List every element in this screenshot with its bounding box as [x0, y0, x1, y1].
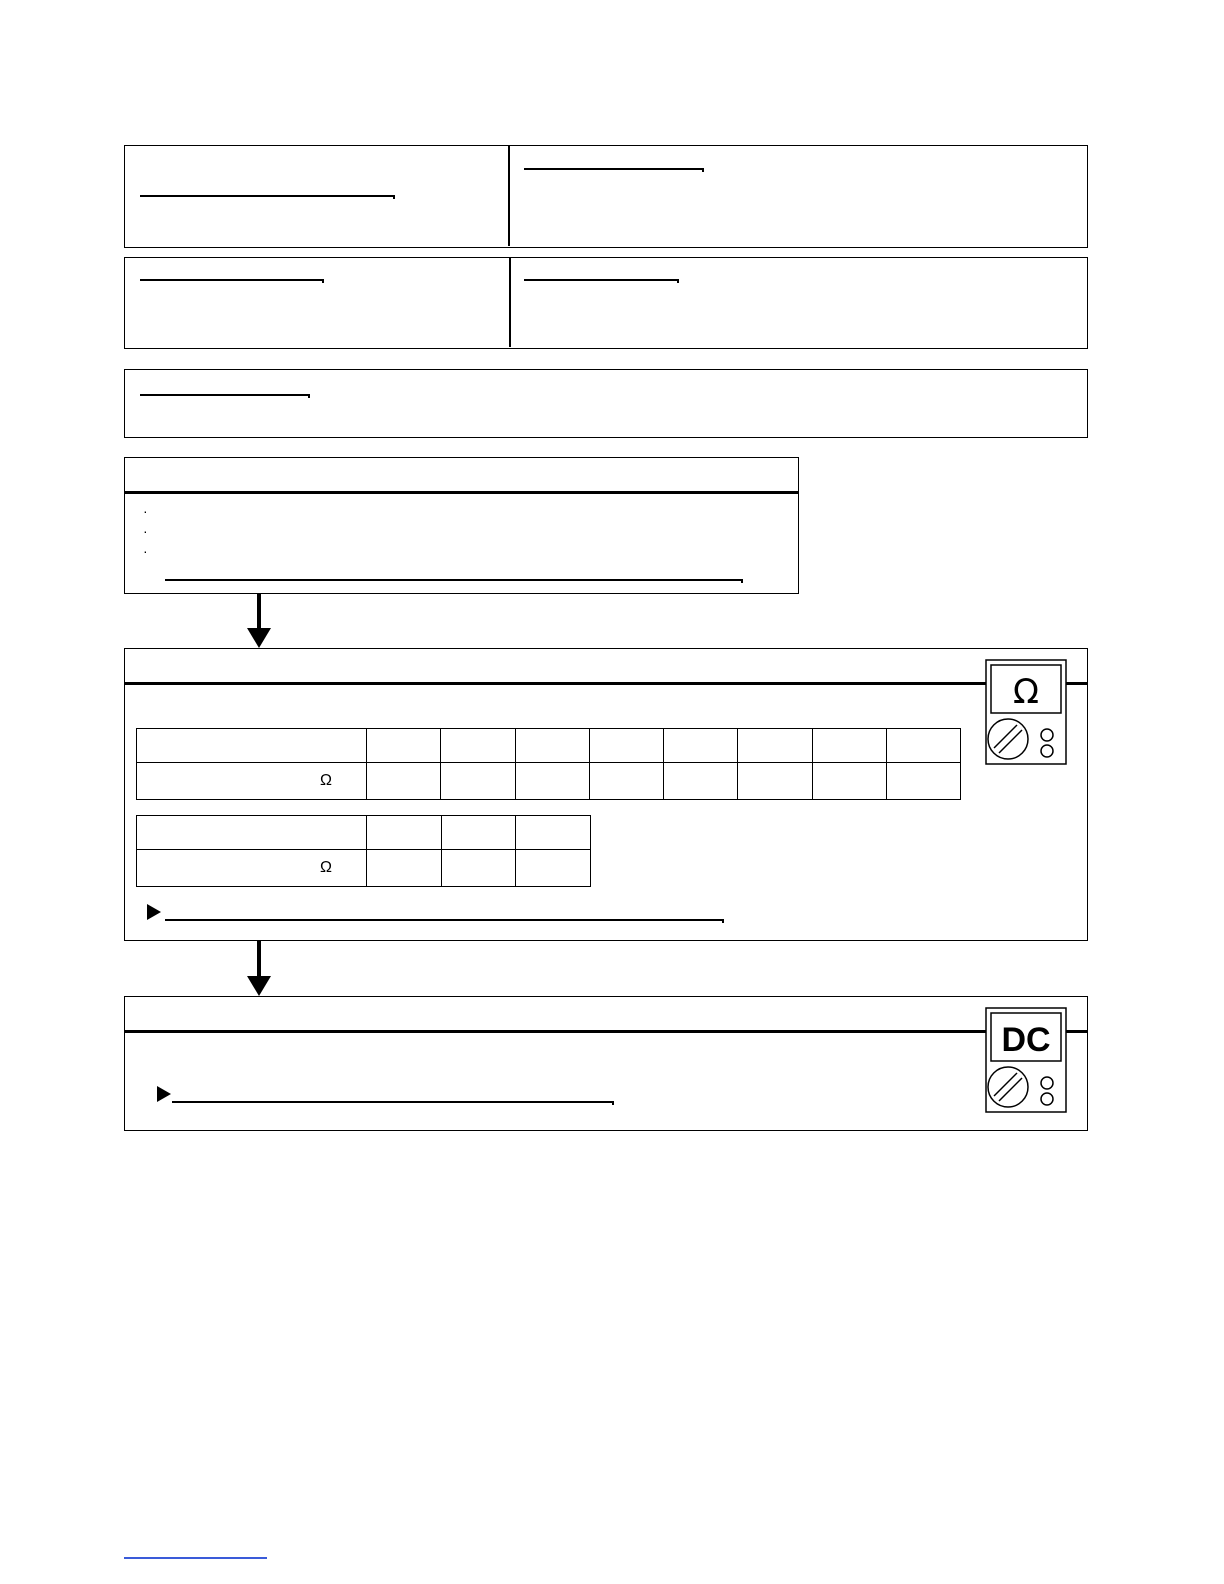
bullet-2: ·	[143, 523, 148, 539]
step-2-header-rule	[125, 682, 1087, 685]
flow-arrow-1-shaft	[257, 594, 261, 628]
table-row	[137, 763, 961, 800]
unit-ohm: Ω	[137, 763, 367, 800]
flow-arrow-2-head	[247, 976, 271, 996]
ohm-symbol: Ω	[1013, 672, 1039, 712]
resistance-table-1	[136, 728, 961, 800]
footer-link[interactable]	[124, 1557, 267, 1559]
unit-ohm: Ω	[137, 850, 367, 887]
step-2-box	[124, 648, 1088, 941]
blank-field-3	[140, 279, 322, 281]
blank-field-6	[165, 579, 741, 581]
blank-field-1	[140, 195, 393, 197]
table-row	[137, 816, 591, 850]
dc-label: DC	[1001, 1021, 1051, 1059]
ohmmeter-icon	[985, 659, 1067, 765]
info-row-3	[124, 369, 1088, 438]
table-row	[137, 729, 961, 763]
flow-arrow-1-head	[247, 628, 271, 648]
cell-divider	[509, 258, 511, 347]
table-row	[137, 850, 591, 887]
dc-voltmeter-icon	[985, 1007, 1067, 1113]
info-row-2	[124, 257, 1088, 349]
blank-field-8	[172, 1101, 612, 1103]
blank-field-2	[524, 168, 702, 170]
resistance-table-2	[136, 815, 591, 887]
step-3-header-rule	[125, 1030, 1087, 1033]
result-pointer-icon	[157, 1086, 171, 1102]
blank-field-5	[140, 394, 308, 396]
blank-field-7	[165, 919, 722, 921]
result-pointer-icon	[147, 904, 161, 920]
step-1-header-rule	[125, 491, 798, 494]
flow-arrow-2-shaft	[257, 941, 261, 976]
blank-field-4	[524, 279, 677, 281]
info-row-1	[124, 145, 1088, 248]
bullet-3: ·	[143, 543, 148, 559]
cell-divider	[508, 146, 510, 246]
step-3-box	[124, 996, 1088, 1131]
bullet-1: ·	[143, 503, 148, 519]
step-1-box	[124, 457, 799, 594]
